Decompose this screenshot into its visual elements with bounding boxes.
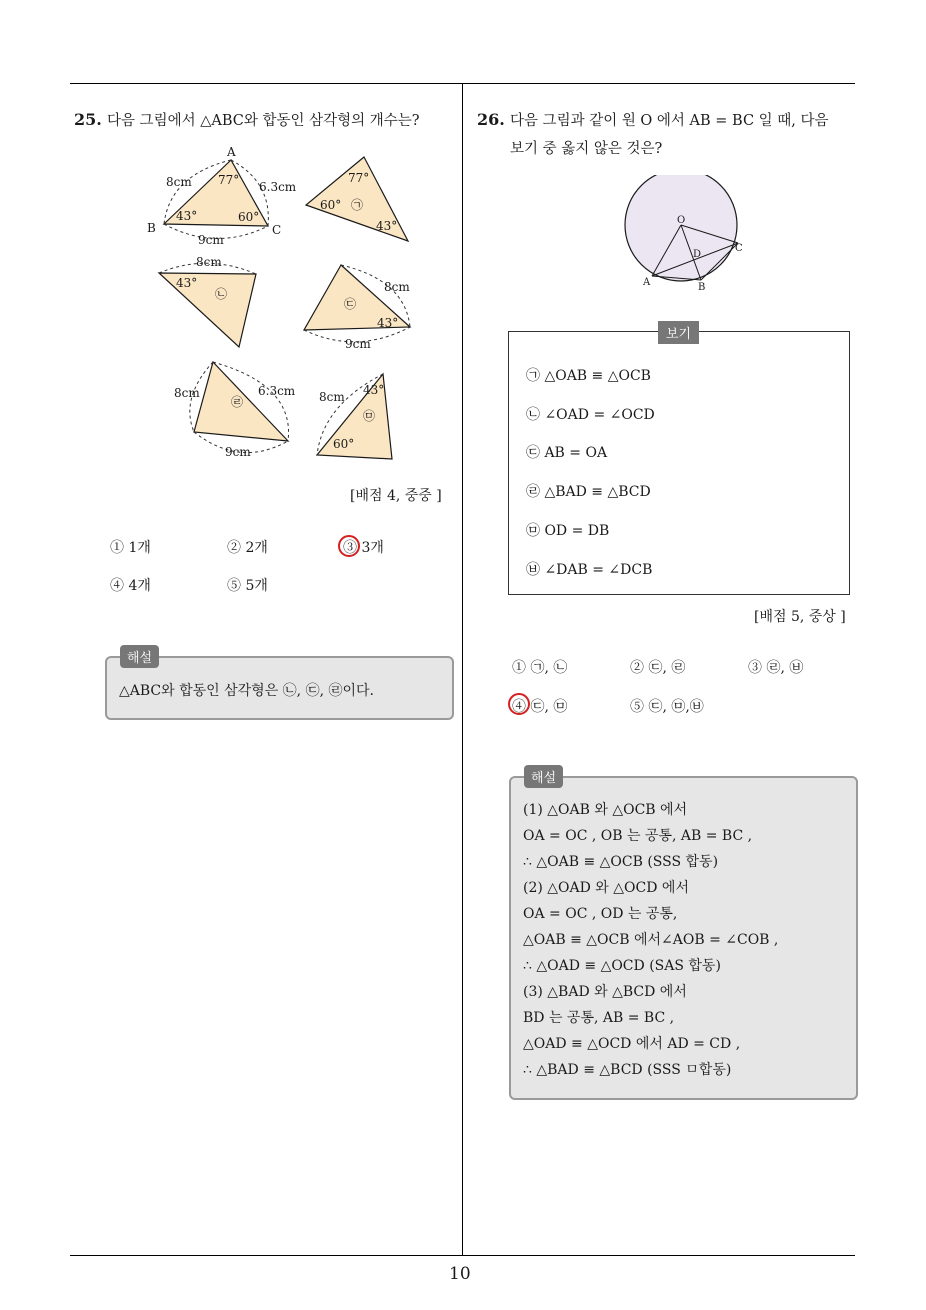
- column-divider: [462, 83, 463, 1255]
- bogi-item-3: ㉢ AB = OA: [526, 445, 608, 461]
- q26-figure: [615, 175, 750, 295]
- svg-text:9cm: 9cm: [345, 337, 371, 351]
- svg-text:B: B: [147, 221, 156, 235]
- q25-header: [74, 109, 420, 130]
- svg-text:A: A: [643, 277, 651, 288]
- svg-text:㉣: ㉣: [231, 395, 244, 409]
- svg-text:77°: 77°: [218, 173, 240, 187]
- q26-solution-line-2: OA = OC , OB 는 공통, AB = BC ,: [523, 828, 753, 844]
- q25-solution-text: △ABC와 합동인 삼각형은 ㉡, ㉢, ㉣이다.: [119, 683, 374, 699]
- svg-text:㉡: ㉡: [215, 287, 228, 301]
- q26-answer-mark: [508, 693, 530, 715]
- svg-text:㉠: ㉠: [351, 198, 364, 212]
- q26-choice-1[interactable]: ① ㉠, ㉡: [512, 660, 568, 676]
- q26-choice-5[interactable]: ⑤ ㉢, ㉤,㉥: [630, 699, 704, 715]
- svg-text:43°: 43°: [377, 316, 399, 330]
- q26-solution-line-11: ∴ △BAD ≡ △BCD (SSS ㅁ합동): [523, 1062, 732, 1078]
- triangle-2: [159, 273, 256, 347]
- question-text: 다음 그림에서 △ABC와 합동인 삼각형의 개수는?: [106, 113, 420, 129]
- svg-text:6.3cm: 6.3cm: [258, 384, 296, 398]
- svg-text:43°: 43°: [176, 209, 198, 223]
- q26-solution-line-6: △OAB ≡ △OCB 에서∠AOB = ∠COB ,: [523, 932, 779, 948]
- svg-text:8cm: 8cm: [319, 390, 345, 404]
- page-number: 10: [449, 1264, 471, 1284]
- q26-solution-line-4: (2) △OAD 와 △OCD 에서: [523, 880, 689, 896]
- q25-solution-tag: 해설: [120, 645, 159, 668]
- q26-header: [477, 109, 829, 130]
- question-number: 25.: [74, 110, 102, 129]
- question-text-line2: 보기 중 옳지 않은 것은?: [510, 141, 663, 157]
- svg-text:43°: 43°: [376, 219, 398, 233]
- question-text-line1: 다음 그림과 같이 원 O 에서 AB = BC 일 때, 다음: [509, 113, 829, 129]
- svg-text:9cm: 9cm: [198, 233, 224, 247]
- q26-score: [배점 5, 중상 ]: [754, 609, 846, 625]
- svg-text:60°: 60°: [238, 210, 260, 224]
- svg-text:D: D: [693, 249, 702, 260]
- svg-text:C: C: [272, 223, 282, 237]
- bogi-item-4: ㉣ △BAD ≡ △BCD: [526, 484, 651, 500]
- q26-solution-tag: 해설: [524, 765, 563, 788]
- svg-text:8cm: 8cm: [384, 280, 410, 294]
- svg-text:77°: 77°: [348, 171, 370, 185]
- q26-choice-3[interactable]: ③ ㉣, ㉥: [748, 660, 804, 676]
- svg-text:60°: 60°: [320, 198, 342, 212]
- bogi-item-1: ㉠ △OAB ≡ △OCB: [526, 368, 651, 384]
- svg-text:9cm: 9cm: [225, 445, 251, 459]
- svg-text:43°: 43°: [176, 276, 198, 290]
- q26-solution-box: [509, 776, 858, 1100]
- bottom-rule: [70, 1255, 855, 1256]
- bogi-title: 보기: [658, 321, 699, 344]
- q25-choice-2[interactable]: ② 2개: [227, 540, 268, 556]
- svg-text:㉢: ㉢: [344, 297, 357, 311]
- q26-solution-line-8: (3) △BAD 와 △BCD 에서: [523, 984, 687, 1000]
- q26-solution-line-7: ∴ △OAD ≡ △OCD (SAS 합동): [523, 958, 721, 974]
- bogi-item-6: ㉥ ∠DAB = ∠DCB: [526, 562, 653, 578]
- q26-solution-line-1: (1) △OAB 와 △OCB 에서: [523, 802, 688, 818]
- svg-text:O: O: [677, 215, 686, 226]
- q25-score: [배점 4, 중중 ]: [350, 488, 442, 504]
- svg-text:B: B: [698, 282, 706, 293]
- q26-solution-line-9: BD 는 공통, AB = BC ,: [523, 1010, 675, 1026]
- svg-text:6.3cm: 6.3cm: [259, 180, 297, 194]
- q25-choice-4[interactable]: ④ 4개: [110, 578, 151, 594]
- q25-answer-mark: [338, 535, 360, 557]
- svg-text:60°: 60°: [333, 437, 355, 451]
- q26-choice-2[interactable]: ② ㉢, ㉣: [630, 660, 686, 676]
- q25-choice-3[interactable]: ③ 3개: [343, 540, 384, 556]
- question-number: 26.: [477, 110, 505, 129]
- svg-text:A: A: [227, 145, 236, 159]
- q25-figure: [140, 140, 430, 465]
- q26-solution-line-10: △OAD ≡ △OCD 에서 AD = CD ,: [523, 1036, 741, 1052]
- q25-choice-1[interactable]: ① 1개: [110, 540, 151, 556]
- q26-choice-4[interactable]: ④ ㉢, ㉤: [512, 699, 568, 715]
- svg-text:8cm: 8cm: [174, 386, 200, 400]
- bogi-box: [508, 331, 850, 595]
- svg-text:43°: 43°: [363, 383, 385, 397]
- bogi-item-2: ㉡ ∠OAD = ∠OCD: [526, 407, 655, 423]
- q26-solution-line-3: ∴ △OAB ≡ △OCB (SSS 합동): [523, 854, 719, 870]
- bogi-item-5: ㉤ OD = DB: [526, 523, 610, 539]
- svg-text:8cm: 8cm: [196, 255, 222, 269]
- svg-text:C: C: [735, 243, 743, 254]
- svg-text:㉤: ㉤: [363, 409, 376, 423]
- q25-choice-5[interactable]: ⑤ 5개: [227, 578, 268, 594]
- svg-text:8cm: 8cm: [166, 175, 192, 189]
- q26-solution-line-5: OA = OC , OD 는 공통,: [523, 906, 678, 922]
